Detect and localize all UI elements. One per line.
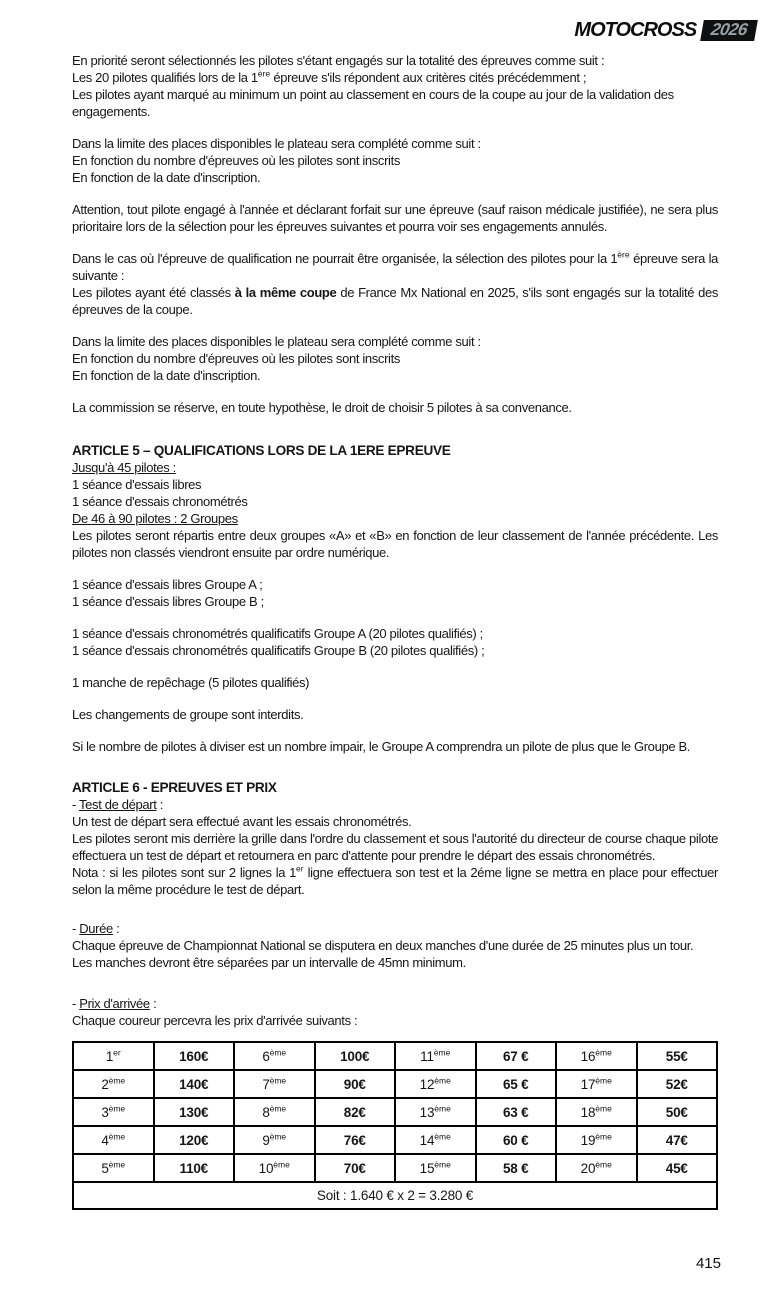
chrono-a-line: 1 séance d'essais chronométrés qualificatifs Groupe A (20 pilotes qualifiés) ; <box>72 626 483 641</box>
interdits-paragraph <box>72 706 718 723</box>
ordinal-sup: ème <box>595 1159 612 1169</box>
intro-line-3: Les pilotes ayant marqué au minimum un point au classement en cours de la coupe au jour de la validation des engagements. <box>72 87 674 119</box>
prize-row <box>73 1098 717 1126</box>
prize-cell: 70€ <box>315 1154 396 1182</box>
ordinal-sup: ème <box>273 1159 290 1169</box>
prize-cell: 76€ <box>315 1126 396 1154</box>
ordinal-sup: ème <box>595 1131 612 1141</box>
attention-paragraph <box>72 201 718 235</box>
prize-cell: 63 € <box>476 1098 557 1126</box>
article-5-chrono: 1 séance d'essais chronométrés <box>72 494 248 509</box>
brand-text: MOTOCROSS <box>574 19 697 41</box>
impair-text: Si le nombre de pilotes à diviser est un nombre impair, le Groupe A comprendra un pilote de plus que le Groupe B. <box>72 739 691 754</box>
rank-cell: 4ème <box>73 1126 154 1154</box>
rank-cell: 7ème <box>234 1070 315 1098</box>
case-line-2: Les pilotes ayant été classés à la même coupe de France Mx National en 2025, s'ils sont engagés sur la totalité des épreuves de la coupe. <box>72 285 718 317</box>
rank-cell: 9ème <box>234 1126 315 1154</box>
prize-cell: 110€ <box>154 1154 235 1182</box>
prize-cell: 67 € <box>476 1042 557 1070</box>
article-5-repartis: Les pilotes seront répartis entre deux groupes «A» et «B» en fonction de leur classement de l'année précédente. Les pilotes non classés viendront ensuite par ordre numérique. <box>72 528 718 560</box>
plateau-line-3: En fonction de la date d'inscription. <box>72 170 261 185</box>
prize-cell: 65 € <box>476 1070 557 1098</box>
rank-cell: 19ème <box>556 1126 637 1154</box>
attention-text: Attention, tout pilote engagé à l'année et déclarant forfait sur une épreuve (sauf raison médicale justifiée), ne sera plus prioritaire lors de la sélection pour les épreuves suivantes et pourra voir ses engagements annulés. <box>72 202 718 234</box>
rank-cell: 20ème <box>556 1154 637 1182</box>
motocross-logo <box>574 20 756 41</box>
plateau-line-1: Dans la limite des places disponibles le plateau sera complété comme suit : <box>72 136 481 151</box>
ordinal-sup: ème <box>595 1103 612 1113</box>
plateau-line-2: En fonction du nombre d'épreuves où les pilotes sont inscrits <box>72 153 400 168</box>
test-depart-label: - Test de départ : <box>72 797 164 812</box>
plateau-paragraph-2 <box>72 333 718 384</box>
prize-table <box>72 1041 718 1210</box>
intro-paragraph <box>72 52 718 120</box>
prize-cell: 120€ <box>154 1126 235 1154</box>
ordinal-sup: er <box>296 863 304 874</box>
year-badge: 2026 <box>700 20 758 41</box>
ordinal-sup: ème <box>108 1075 126 1085</box>
rank-cell: 15ème <box>395 1154 476 1182</box>
ordinal-sup: ème <box>269 1131 287 1141</box>
rank-cell: 14ème <box>395 1126 476 1154</box>
duree-line-1: Chaque épreuve de Championnat National se disputera en deux manches d'une durée de 25 minutes plus un tour. <box>72 938 694 953</box>
impair-paragraph <box>72 738 718 755</box>
article-5-sub1: Jusqu'à 45 pilotes : <box>72 460 176 475</box>
prize-cell: 55€ <box>637 1042 718 1070</box>
intro-line-2: Les 20 pilotes qualifiés lors de la 1ère épreuve s'ils répondent aux critères cités précédemment ; <box>72 68 587 85</box>
bold-phrase: à la même coupe <box>234 285 337 300</box>
free-practice-groups <box>72 576 718 610</box>
test-line-2: Les pilotes seront mis derrière la grille dans l'ordre du classement et sous l'autorité du directeur de course chaque pilote effectuera un test de départ et retournera en parc d'attente pour prendre le départ des essais chronométrés. <box>72 831 718 863</box>
commission-paragraph <box>72 399 718 416</box>
prize-cell: 60 € <box>476 1126 557 1154</box>
prize-total-row <box>73 1182 717 1209</box>
plateau-line-1: Dans la limite des places disponibles le plateau sera complété comme suit : <box>72 334 481 349</box>
prize-cell: 140€ <box>154 1070 235 1098</box>
article-6-section <box>72 779 718 898</box>
ordinal-sup: ème <box>108 1159 126 1169</box>
duree-line-2: Les manches devront être séparées par un intervalle de 45mn minimum. <box>72 955 466 970</box>
rank-cell: 16ème <box>556 1042 637 1070</box>
prize-cell: 100€ <box>315 1042 396 1070</box>
plateau-line-2: En fonction du nombre d'épreuves où les pilotes sont inscrits <box>72 351 400 366</box>
ordinal-sup: ère <box>257 68 271 79</box>
prize-cell: 90€ <box>315 1070 396 1098</box>
rank-cell: 6ème <box>234 1042 315 1070</box>
article-5-libres: 1 séance d'essais libres <box>72 477 202 492</box>
interdits-text: Les changements de groupe sont interdits. <box>72 707 304 722</box>
article-5-section <box>72 442 718 561</box>
plateau-paragraph-1 <box>72 135 718 186</box>
repechage-text: 1 manche de repêchage (5 pilotes qualifiés) <box>72 675 310 690</box>
rank-cell: 1er <box>73 1042 154 1070</box>
test-line-1: Un test de départ sera effectué avant les essais chronométrés. <box>72 814 412 829</box>
prize-cell: 58 € <box>476 1154 557 1182</box>
rank-cell: 5ème <box>73 1154 154 1182</box>
prize-cell: 160€ <box>154 1042 235 1070</box>
rank-cell: 18ème <box>556 1098 637 1126</box>
rank-cell: 13ème <box>395 1098 476 1126</box>
prize-cell: 47€ <box>637 1126 718 1154</box>
article-5-title: ARTICLE 5 – QUALIFICATIONS LORS DE LA 1ERE EPREUVE <box>72 443 451 458</box>
prize-row <box>73 1042 717 1070</box>
rank-cell: 8ème <box>234 1098 315 1126</box>
rank-cell: 3ème <box>73 1098 154 1126</box>
document-content <box>72 52 718 1210</box>
prize-cell: 82€ <box>315 1098 396 1126</box>
prize-row <box>73 1070 717 1098</box>
rank-cell: 12ème <box>395 1070 476 1098</box>
prize-cell: 130€ <box>154 1098 235 1126</box>
intro-line-1: En priorité seront sélectionnés les pilotes s'étant engagés sur la totalité des épreuves comme suit : <box>72 53 605 68</box>
prize-row <box>73 1126 717 1154</box>
nota-line: Nota : si les pilotes sont sur 2 lignes la 1er ligne effectuera son test et la 2éme ligne se mettra en place pour effectuer selon la même procédure le test de départ. <box>72 863 718 897</box>
article-6-title: ARTICLE 6 - EPREUVES ET PRIX <box>72 780 277 795</box>
ordinal-sup: ème <box>433 1047 451 1057</box>
ordinal-sup: ème <box>108 1103 126 1113</box>
ordinal-sup: ère <box>617 249 630 260</box>
prix-label: - Prix d'arrivée : <box>72 996 157 1011</box>
duree-section <box>72 920 718 971</box>
case-line-1: Dans le cas où l'épreuve de qualification ne pourrait être organisée, la sélection des pilotes pour la 1ère épreuve sera la suivante : <box>72 249 719 283</box>
prize-total-cell: Soit : 1.640 € x 2 = 3.280 € <box>73 1182 717 1209</box>
timed-practice-groups <box>72 625 718 659</box>
group-b-line: 1 séance d'essais libres Groupe B ; <box>72 594 264 609</box>
ordinal-sup: er <box>113 1047 121 1057</box>
prix-section <box>72 995 718 1029</box>
group-a-line: 1 séance d'essais libres Groupe A ; <box>72 577 263 592</box>
ordinal-sup: ème <box>269 1047 287 1057</box>
ordinal-sup: ème <box>269 1075 287 1085</box>
ordinal-sup: ème <box>434 1131 451 1141</box>
rank-cell: 10ème <box>234 1154 315 1182</box>
article-5-sub2: De 46 à 90 pilotes : 2 Groupes <box>72 511 238 526</box>
rank-cell: 11ème <box>395 1042 476 1070</box>
commission-text: La commission se réserve, en toute hypothèse, le droit de choisir 5 pilotes à sa convenance. <box>72 400 572 415</box>
plateau-line-3: En fonction de la date d'inscription. <box>72 368 261 383</box>
ordinal-sup: ème <box>434 1103 451 1113</box>
prize-table-body <box>73 1042 717 1182</box>
prize-table-foot <box>73 1182 717 1209</box>
ordinal-sup: ème <box>434 1075 451 1085</box>
prize-row <box>73 1154 717 1182</box>
rank-cell: 17ème <box>556 1070 637 1098</box>
ordinal-sup: ème <box>595 1075 612 1085</box>
prix-intro: Chaque coureur percevra les prix d'arrivée suivants : <box>72 1013 358 1028</box>
chrono-b-line: 1 séance d'essais chronométrés qualificatifs Groupe B (20 pilotes qualifiés) ; <box>72 643 485 658</box>
ordinal-sup: ème <box>434 1159 451 1169</box>
duree-label: - Durée : <box>72 921 120 936</box>
rank-cell: 2ème <box>73 1070 154 1098</box>
page-number: 415 <box>695 1255 721 1272</box>
ordinal-sup: ème <box>595 1047 612 1057</box>
ordinal-sup: ème <box>269 1103 287 1113</box>
prize-cell: 52€ <box>637 1070 718 1098</box>
prize-cell: 45€ <box>637 1154 718 1182</box>
prize-cell: 50€ <box>637 1098 718 1126</box>
repechage-paragraph <box>72 674 718 691</box>
ordinal-sup: ème <box>108 1131 126 1141</box>
qualification-case-paragraph <box>72 250 718 318</box>
